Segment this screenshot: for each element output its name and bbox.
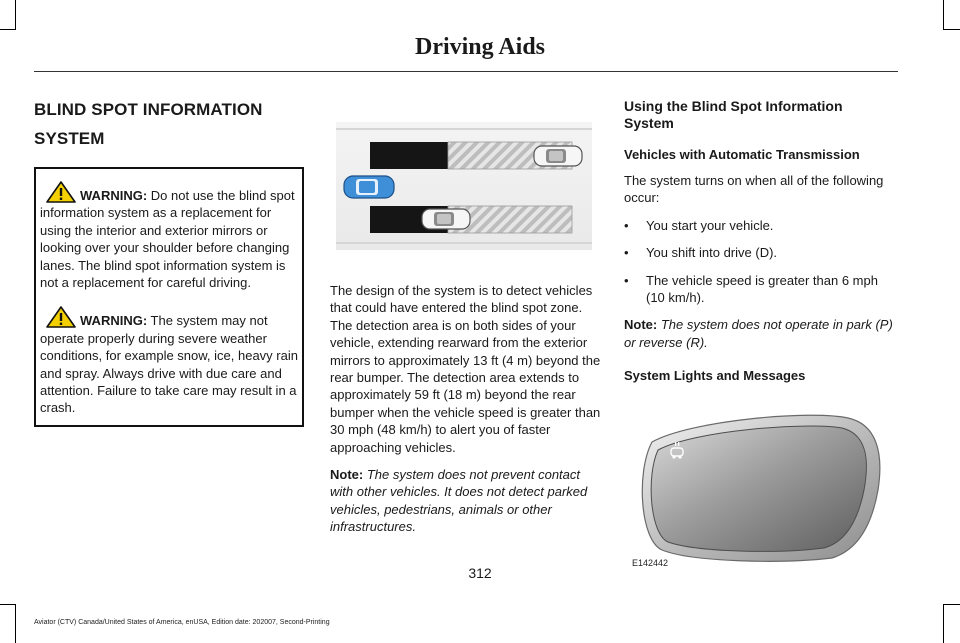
- warning-label: WARNING:: [80, 313, 148, 329]
- side-mirror-illustration: [632, 412, 894, 569]
- crop-mark: [943, 604, 944, 643]
- lane-marking: [336, 242, 592, 244]
- near-zone-left: [370, 142, 448, 169]
- section-title-line1: BLIND SPOT INFORMATION: [34, 100, 263, 119]
- crop-mark: [944, 29, 960, 30]
- page-number: 312: [468, 565, 492, 581]
- crop-mark: [0, 604, 16, 605]
- lane-marking: [336, 128, 592, 130]
- crop-mark: [944, 604, 960, 605]
- bullet-glyph: •: [624, 217, 629, 233]
- list-item-text: The vehicle speed is greater than 6 mph (10 km/h).: [646, 272, 878, 306]
- list-item: [624, 217, 896, 234]
- crop-mark: [15, 0, 16, 30]
- section-heading: Using the Blind Spot Information System: [624, 98, 843, 131]
- warning-triangle-icon: [46, 306, 76, 328]
- crop-mark: [0, 29, 16, 30]
- warning-text: Do not use the blind spot information system as a replacement for using the interior and exterior mirrors or looking over your shoulder before changing lanes. The blind spot information system is not a replacement for careful driving.: [40, 188, 295, 291]
- bullet-glyph: •: [624, 245, 629, 261]
- middle-column: [330, 98, 602, 536]
- road-diagram: [336, 122, 592, 250]
- warning-paragraph-1: [40, 181, 298, 291]
- crop-mark: [943, 0, 944, 30]
- mirror-drawing: [632, 412, 894, 569]
- warning-label: WARNING:: [80, 188, 148, 203]
- warning-box: [34, 167, 304, 427]
- warning-text: The system may not operate properly during severe weather conditions, for example snow, ice, heavy rain and spray. Always drive with due care and attention. Failure to take care may result in a crash.: [40, 313, 298, 416]
- own-vehicle: [344, 176, 394, 198]
- intro-paragraph: The system turns on when all of the following occur:: [624, 173, 884, 206]
- vehicle-right-lane: [422, 209, 470, 229]
- subheading-system-lights: System Lights and Messages: [624, 368, 806, 384]
- bullet-glyph: •: [624, 272, 629, 288]
- list-item: [624, 272, 896, 307]
- mirror-glass: [651, 426, 866, 551]
- note-text: The system does not operate in park (P) or reverse (R).: [624, 317, 893, 350]
- crop-mark: [15, 604, 16, 643]
- conditions-list: [624, 217, 896, 307]
- list-item: [624, 244, 896, 261]
- right-column: [624, 98, 896, 569]
- footer-edition-info: Aviator (CTV) Canada/United States of America, enUSA, Edition date: 202007, Second-Printing: [34, 619, 330, 626]
- list-item-text: You shift into drive (D).: [646, 245, 778, 261]
- left-column: [34, 98, 302, 427]
- note-label: Note:: [624, 317, 658, 333]
- note-paragraph: [624, 316, 896, 351]
- vehicle-left-lane: [534, 146, 582, 166]
- warning-paragraph-2: [40, 306, 298, 416]
- note-paragraph: [330, 466, 602, 536]
- subheading-automatic-transmission: Vehicles with Automatic Transmission: [624, 147, 860, 162]
- description-paragraph: The design of the system is to detect vehicles that could have entered the blind spot zone. The detection area is on both sides of your vehicle, extending rearward from the exterior mirrors to approximately 13 ft (4 m) beyond the rear bumper. The detection area extends to approximately 59 ft (18 m) beyond the rear bumper when the vehicle speed is greater than 30 mph (48 km/h) to alert you of faster approaching vehicles.: [330, 283, 601, 455]
- header-divider: [34, 71, 898, 72]
- figure-code: E142442: [632, 558, 669, 569]
- warning-triangle-icon: [46, 181, 76, 203]
- note-label: Note:: [330, 467, 364, 483]
- note-text: The system does not prevent contact with other vehicles. It does not detect parked vehicles, pedestrians, animals or other infrastructures.: [330, 467, 588, 535]
- blind-spot-zones-illustration: [336, 122, 592, 250]
- section-title-line2: SYSTEM: [34, 129, 105, 148]
- page-header-title: Driving Aids: [414, 34, 546, 60]
- list-item-text: You start your vehicle.: [646, 217, 774, 233]
